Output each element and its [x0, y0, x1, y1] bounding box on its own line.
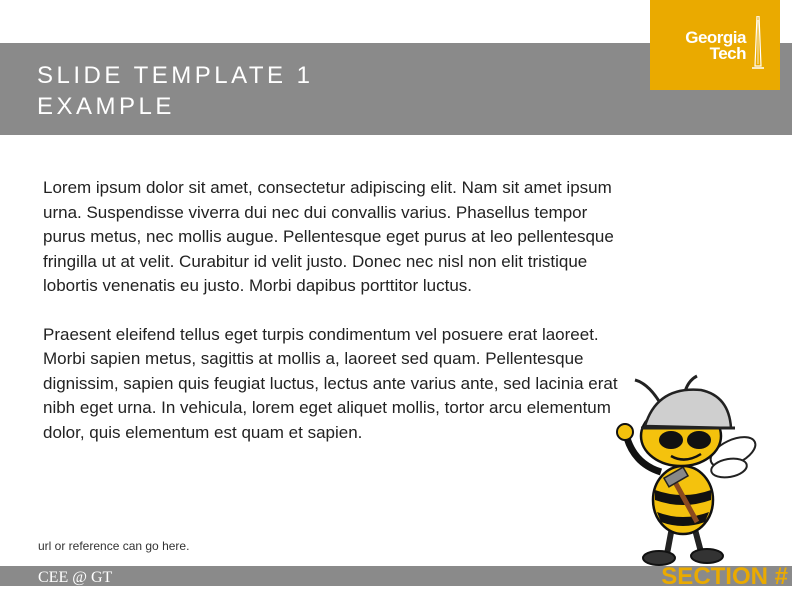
- logo-line-2: Tech: [709, 44, 746, 63]
- slide-title-line-2: EXAMPLE: [37, 93, 175, 120]
- body-paragraph-1: Lorem ipsum dolor sit amet, consectetur adipiscing elit. Nam sit amet ipsum urna. Suspendisse viverra dui nec dui convallis varius. Phasellus tempor purus metus, nec mollis augue. Pellentesque eget purus at leo pellentesque fringilla ut at velit. Curabitur id velit justo. Donec nec nisl non elit tristique lobortis venenatis eu justo. Morbi dapibus porttitor luctus.: [43, 178, 614, 295]
- georgia-tech-logo: [650, 0, 780, 90]
- body-text: [43, 176, 633, 445]
- slide-title: [37, 60, 314, 122]
- url-reference: url or reference can go here.: [38, 539, 190, 553]
- slide-title-line-1: SLIDE TEMPLATE 1: [37, 62, 314, 89]
- logo-wordmark: [658, 30, 746, 62]
- body-paragraph-2: Praesent eleifend tellus eget turpis condimentum vel posuere erat laoreet. Morbi sapien metus, sagittis at mollis a, laoreet sed quam. Pellentesque dignissim, sapien quis feugiat luctus, lectus ante varius ante, sed lacinia erat nibh eget urna. In vehicula, lorem eget aliquet mollis, tortor arcu elementum dolor, quis elementum est quam et sapien.: [43, 324, 618, 442]
- tech-tower-icon: [750, 16, 766, 70]
- logo-line-1: Georgia: [685, 28, 746, 47]
- footer-label: CEE @ GT: [38, 569, 113, 586]
- section-number-label: SECTION #: [661, 563, 788, 590]
- buzz-mascot-icon: [605, 372, 765, 568]
